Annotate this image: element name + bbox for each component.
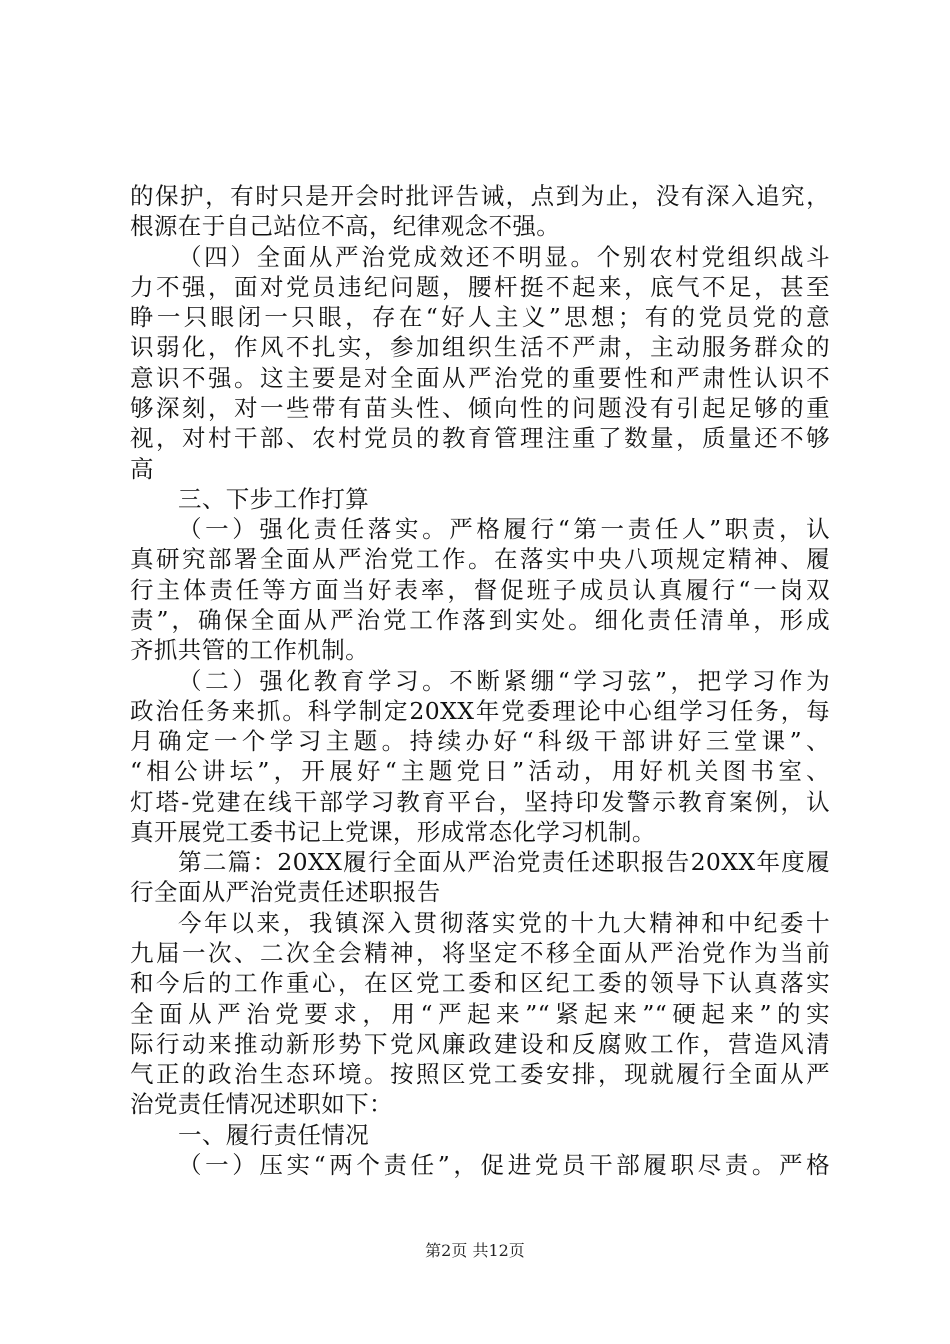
text-line: 灯塔-党建在线干部学习教育平台，坚持印发警示教育案例，认 [130, 788, 830, 816]
text-line: 行主体责任等方面当好表率，督促班子成员认真履行“一岗双 [130, 576, 830, 604]
paragraph-first-line: （二）强化教育学习。不断紧绷“学习弦”，把学习作为 [178, 667, 830, 695]
chapter-title-continued: 行全面从严治党责任述职报告 [130, 878, 441, 906]
paragraph-first-line: 今年以来，我镇深入贯彻落实党的十九大精神和中纪委十 [178, 909, 830, 937]
text-line: 和今后的工作重心，在区党工委和区纪工委的领导下认真落实 [130, 969, 830, 997]
text-line: 睁一只眼闭一只眼，存在“好人主义”思想；有的党员党的意 [130, 303, 830, 331]
text-line: 识弱化，作风不扎实，参加组织生活不严肃，主动服务群众的 [130, 333, 830, 361]
text-line: 真研究部署全面从严治党工作。在落实中央八项规定精神、履 [130, 545, 830, 573]
text-line: 气正的政治生态环境。按照区党工委安排，现就履行全面从严 [130, 1060, 830, 1088]
chapter-title: 第二篇：20XX履行全面从严治党责任述职报告20XX年度履 [178, 848, 830, 876]
text-line: 真开展党工委书记上党课，形成常态化学习机制。 [130, 818, 656, 846]
text-line: 根源在于自己站位不高，纪律观念不强。 [130, 212, 561, 240]
text-line: 责”，确保全面从严治党工作落到实处。细化责任清单，形成 [130, 606, 830, 634]
page-number-footer: 第2页 共12页 [425, 1241, 525, 1260]
text-line: 月确定一个学习主题。持续办好“科级干部讲好三堂课”、 [130, 727, 830, 755]
text-line: “相公讲坛”，开展好“主题党日”活动，用好机关图书室、 [130, 757, 830, 785]
text-line: 意识不强。这主要是对全面从严治党的重要性和严肃性认识不 [130, 364, 830, 392]
text-line: 齐抓共管的工作机制。 [130, 636, 369, 664]
text-line: 力不强，面对党员违纪问题，腰杆挺不起来，底气不足，甚至 [130, 273, 830, 301]
text-line: 够深刻，对一些带有苗头性、倾向性的问题没有引起足够的重 [130, 394, 830, 422]
paragraph-first-line: （一）压实“两个责任”，促进党员干部履职尽责。严格 [178, 1151, 830, 1179]
text-line: 政治任务来抓。科学制定20XX年党委理论中心组学习任务，每 [130, 697, 830, 725]
text-line: 际行动来推动新形势下党风廉政建设和反腐败工作，营造风清 [130, 1030, 830, 1058]
text-line: 九届一次、二次全会精神，将坚定不移全面从严治党作为当前 [130, 939, 830, 967]
section-heading: 一、履行责任情况 [178, 1121, 370, 1149]
text-line: 治党责任情况述职如下： [130, 1090, 393, 1118]
text-line: 全面从严治党要求，用“严起来”“紧起来”“硬起来”的实 [130, 1000, 830, 1028]
text-line: 的保护，有时只是开会时批评告诫，点到为止，没有深入追究， [130, 182, 830, 210]
section-heading: 三、下步工作打算 [178, 485, 370, 513]
paragraph-first-line: （一）强化责任落实。严格履行“第一责任人”职责，认 [178, 515, 830, 543]
text-line: 视，对村干部、农村党员的教育管理注重了数量，质量还不够 [130, 424, 830, 452]
paragraph-first-line: （四）全面从严治党成效还不明显。个别农村党组织战斗 [178, 243, 830, 271]
text-line: 高 [130, 455, 154, 483]
